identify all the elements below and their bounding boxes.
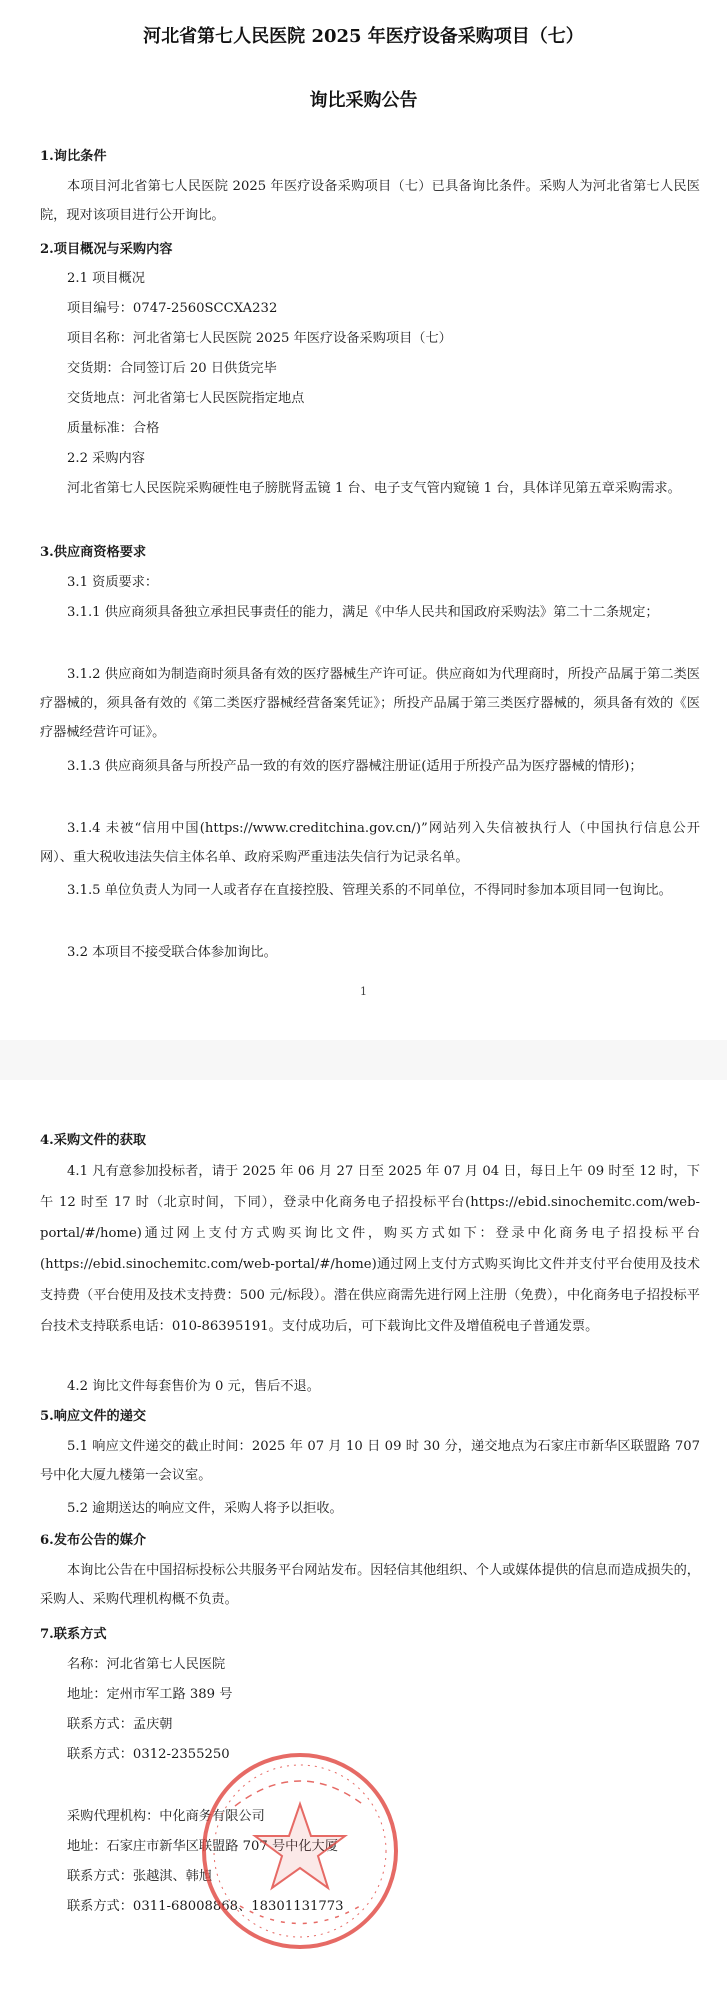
section-7-heading: 7.联系方式 <box>40 1627 107 1642</box>
section-4-2-paragraph: 4.2 询比文件每套售价为 0 元，售后不退。 <box>67 1379 320 1394</box>
delivery-time: 交货期：合同签订后 20 日供货完毕 <box>67 361 277 376</box>
agent-contact-person: 联系方式：张越淇、韩旭 <box>67 1869 213 1884</box>
document-title: 河北省第七人民医院 2025 年医疗设备采购项目（七） <box>143 26 584 47</box>
requirement-3-1-2: 3.1.2 供应商如为制造商时须具备有效的医疗器械生产许可证。供应商如为代理商时，所投产品属于第二类医疗器械的，须具备有效的《第二类医疗器械经营备案凭证》；所投产品属于第三类医疗器械的，须具备有效的《医疗器械经营许可证》。 <box>40 667 700 740</box>
document-page-2 <box>0 1080 727 1991</box>
section-5-2-paragraph: 5.2 逾期送达的响应文件，采购人将予以拒收。 <box>67 1501 343 1516</box>
project-number: 项目编号：0747-2560SCCXA232 <box>67 301 278 316</box>
buyer-contact-person: 联系方式：孟庆朝 <box>67 1717 173 1732</box>
section-1-paragraph: 本项目河北省第七人民医院 2025 年医疗设备采购项目（七）已具备询比条件。采购人为河北省第七人民医院，现对该项目进行公开询比。 <box>40 179 700 223</box>
section-3-heading: 3.供应商资格要求 <box>40 545 147 560</box>
buyer-address: 地址：定州市军工路 389 号 <box>67 1687 233 1702</box>
section-5-1-paragraph: 5.1 响应文件递交的截止时间：2025 年 07 月 10 日 09 时 30 分，递交地点为石家庄市新华区联盟路 707 号中化大厦九楼第一会议室。 <box>40 1439 700 1483</box>
requirement-3-1-5: 3.1.5 单位负责人为同一人或者存在直接控股、管理关系的不同单位，不得同时参加本项目同一包询比。 <box>67 883 672 898</box>
requirement-3-1-4: 3.1.4 未被“信用中国(https://www.creditchina.gov.cn/)”网站列入失信被执行人（中国执行信息公开网）、重大税收违法失信主体名单、政府采购严重违法失信行为记录名单。 <box>40 821 700 865</box>
agent-name: 采购代理机构：中化商务有限公司 <box>67 1809 265 1824</box>
section-3-2-label: 3.2 本项目不接受联合体参加询比。 <box>67 945 277 960</box>
page-separator <box>0 1040 727 1080</box>
buyer-phone: 联系方式：0312-2355250 <box>67 1747 230 1762</box>
requirement-3-1-1: 3.1.1 供应商须具备独立承担民事责任的能力，满足《中华人民共和国政府采购法》第二十二条规定； <box>67 605 659 620</box>
section-4-heading: 4.采购文件的获取 <box>40 1133 147 1148</box>
section-1-heading: 1.询比条件 <box>40 149 107 164</box>
delivery-place: 交货地点：河北省第七人民医院指定地点 <box>67 391 305 406</box>
procurement-content: 河北省第七人民医院采购硬性电子膀胱肾盂镜 1 台、电子支气管内窥镜 1 台，具体详见第五章采购需求。 <box>67 481 681 496</box>
section-2-heading: 2.项目概况与采购内容 <box>40 242 173 257</box>
section-3-1-label: 3.1 资质要求： <box>67 575 159 590</box>
section-2-1-label: 2.1 项目概况 <box>67 271 145 286</box>
buyer-name: 名称：河北省第七人民医院 <box>67 1657 226 1672</box>
section-5-heading: 5.响应文件的递交 <box>40 1409 147 1424</box>
requirement-3-1-3: 3.1.3 供应商须具备与所投产品一致的有效的医疗器械注册证(适用于所投产品为医疗器械的情形)； <box>67 759 643 774</box>
section-6-paragraph: 本询比公告在中国招标投标公共服务平台网站发布。因轻信其他组织、个人或媒体提供的信息而造成损失的，采购人、采购代理机构概不负责。 <box>40 1563 700 1607</box>
section-4-1-paragraph: 4.1 凡有意参加投标者，请于 2025 年 06 月 27 日至 2025 年 07 月 04 日，每日上午 09 时至 12 时，下午 12 时至 17 时（北京时间，下同），登录中化商务电子招投标平台(https://ebid.sinochemitc.com/web-portal/#/home)通过网上支付方式购买询比文件，购买方式如下：登录中化商务电子招投标平台(https://ebid.sinochemitc.com/web-portal/#/home)通过网上支付方式购买询比文件并支付平台使用及技术支持费（平台使用及技术支持费：500 元/标段）。潜在供应商需先进行网上注册（免费），中化商务电子招投标平台技术支持联系电话：010-86395191。支付成功后，可下载询比文件及增值税电子普通发票。 <box>40 1164 700 1334</box>
section-6-heading: 6.发布公告的媒介 <box>40 1533 147 1548</box>
agent-address: 地址：石家庄市新华区联盟路 707 号中化大厦 <box>67 1839 338 1854</box>
document-subtitle: 询比采购公告 <box>309 90 418 111</box>
agent-phone: 联系方式：0311-68008868、18301131773 <box>67 1899 344 1914</box>
section-2-2-label: 2.2 采购内容 <box>67 451 145 466</box>
project-name: 项目名称：河北省第七人民医院 2025 年医疗设备采购项目（七） <box>67 331 452 346</box>
quality-standard: 质量标准：合格 <box>67 421 160 436</box>
page-number: 1 <box>360 985 367 998</box>
red-company-seal-icon <box>195 1746 405 1956</box>
